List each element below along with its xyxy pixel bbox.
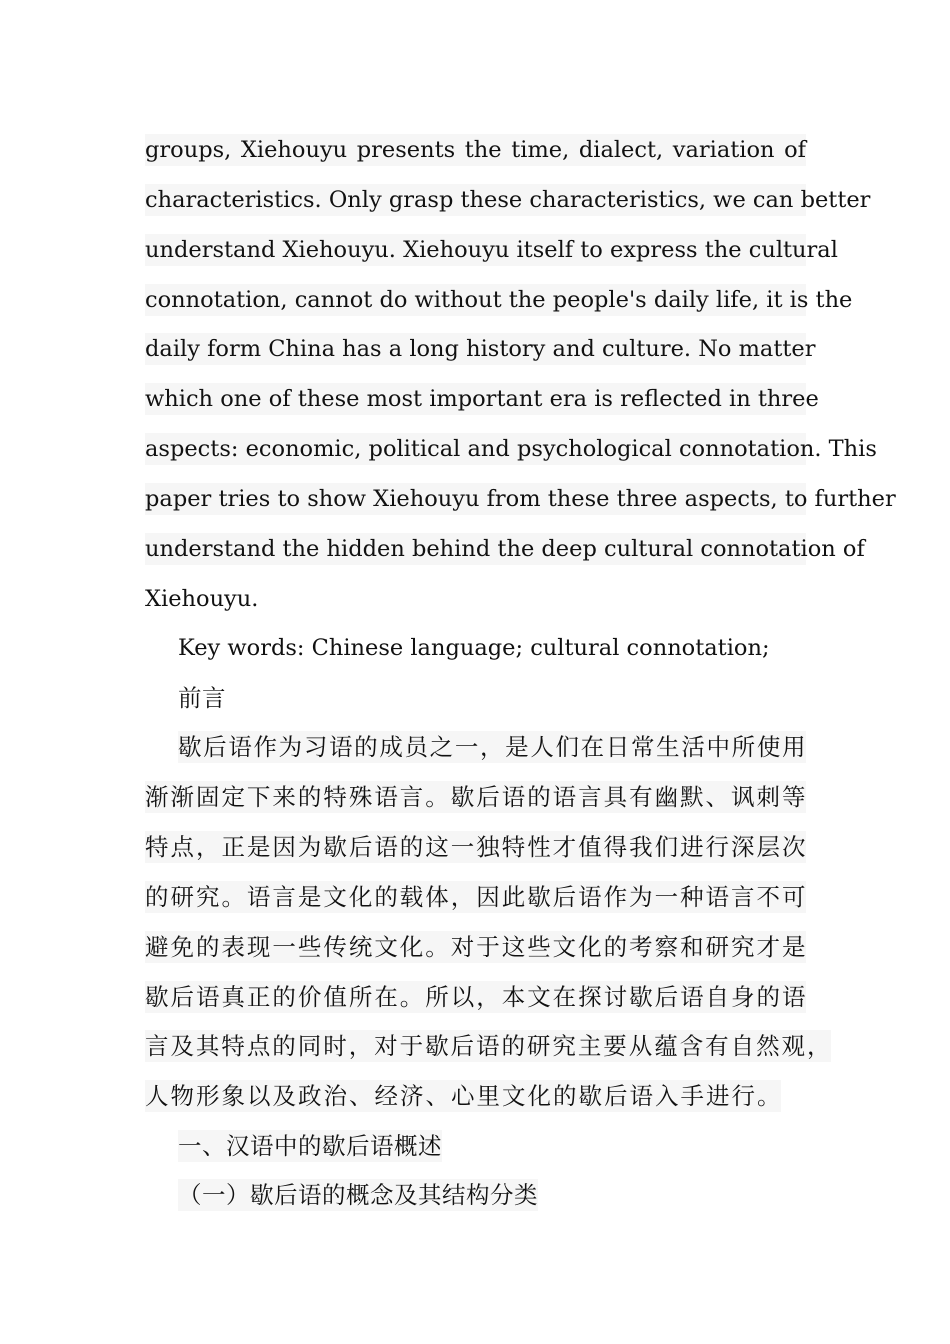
preface-line: 渐渐固定下来的特殊语言。歇后语的语言具有幽默、讽刺等 — [145, 783, 806, 811]
preface-line: 歇后语真正的价值所在。所以，本文在探讨歇后语自身的语 — [145, 983, 806, 1011]
abstract-line: understand Xiehouyu. Xiehouyu itself to express the cultural — [145, 234, 806, 266]
section-heading: 一、汉语中的歇后语概述 — [178, 1132, 442, 1160]
abstract-line: groups, Xiehouyu presents the time, dialect, variation of — [145, 134, 806, 166]
preface-line: 人物形象以及政治、经济、心里文化的歇后语入手进行。 — [145, 1082, 781, 1110]
preface-line: 歇后语作为习语的成员之一，是人们在日常生活中所使用 — [178, 733, 806, 761]
abstract-line: which one of these most important era is reflected in three — [145, 383, 806, 415]
abstract-line: characteristics. Only grasp these characteristics, we can better — [145, 184, 806, 216]
abstract-line: understand the hidden behind the deep cultural connotation of — [145, 533, 806, 565]
preface-heading: 前言 — [178, 684, 226, 712]
preface-line: 特点，正是因为歇后语的这一独特性才值得我们进行深层次 — [145, 833, 806, 861]
preface-line: 的研究。语言是文化的载体，因此歇后语作为一种语言不可 — [145, 883, 806, 911]
abstract-line: connotation, cannot do without the people's daily life, it is the — [145, 284, 806, 316]
abstract-line: aspects: economic, political and psychological connotation. This — [145, 433, 806, 465]
preface-line: 言及其特点的同时，对于歇后语的研究主要从蕴含有自然观， — [145, 1032, 831, 1060]
keywords-line: Key words: Chinese language; cultural connotation; — [178, 632, 770, 664]
preface-line: 避免的表现一些传统文化。对于这些文化的考察和研究才是 — [145, 933, 806, 961]
subsection-heading: （一）歇后语的概念及其结构分类 — [178, 1181, 538, 1209]
abstract-line: paper tries to show Xiehouyu from these three aspects, to further — [145, 483, 806, 515]
abstract-line: Xiehouyu. — [145, 583, 258, 615]
abstract-line: daily form China has a long history and culture. No matter — [145, 333, 806, 365]
